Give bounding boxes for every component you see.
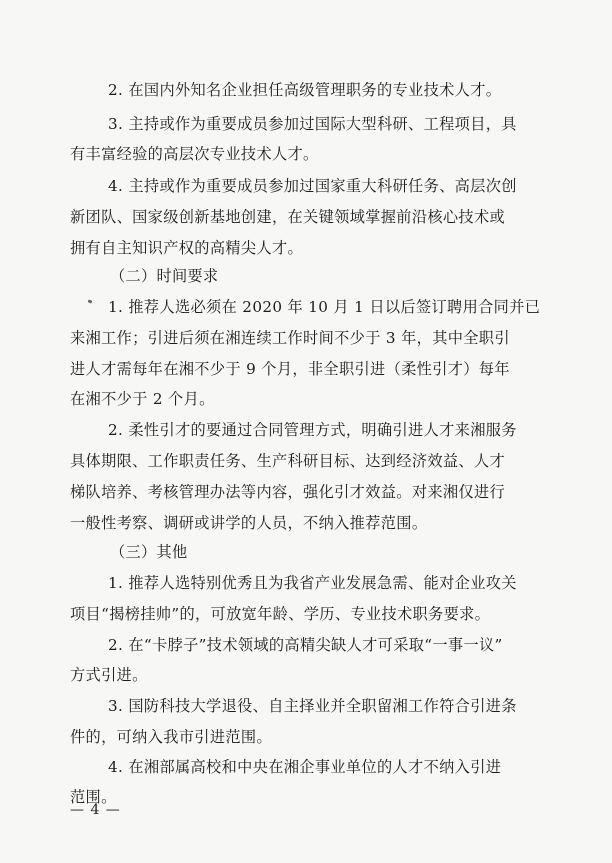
section-heading: （三）其他: [110, 543, 188, 561]
paragraph-line: 有丰富经验的高层次专业技术人才。: [70, 145, 319, 163]
section-heading: （二）时间要求: [110, 267, 219, 285]
paragraph-line: 新团队、国家级创新基地创建，在关键领域掌握前沿核心技术或: [70, 208, 506, 226]
stray-mark: [88, 299, 93, 303]
paragraph-line: 件的，可纳入我市引进范围。: [70, 728, 272, 746]
paragraph-line: 项目“揭榜挂帅”的，可放宽年龄、学历、专业技术职务要求。: [70, 605, 491, 623]
paragraph-line: 3. 主持或作为重要成员参加过国际大型科研、工程项目，具: [108, 115, 517, 133]
paragraph-line: 一般性考察、调研或讲学的人员，不纳入推荐范围。: [70, 514, 428, 532]
paragraph-line: 拥有自主知识产权的高精尖人才。: [70, 239, 304, 257]
paragraph-line: 1. 推荐人选特别优秀且为我省产业发展急需、能对企业攻关: [108, 574, 517, 592]
paragraph-line: 3. 国防科技大学退役、自主择业并全职留湘工作符合引进条: [108, 697, 517, 715]
paragraph-line: 4. 主持或作为重要成员参加过国家重大科研任务、高层次创: [108, 177, 517, 195]
paragraph-line: 2. 在国内外知名企业担任高级管理职务的专业技术人才。: [108, 81, 502, 99]
paragraph-line: 1. 推荐人选必须在 2020 年 10 月 1 日以后签订聘用合同并已: [108, 298, 541, 316]
paragraph-line: 4. 在湘部属高校和中央在湘企事业单位的人才不纳入引进: [108, 758, 502, 776]
paragraph-line: 方式引进。: [70, 666, 148, 684]
paragraph-line: 具体期限、工作职责任务、生产科研目标、达到经济效益、人才: [70, 452, 506, 470]
page-number: — 4 —: [70, 802, 121, 818]
paragraph-line: 梯队培养、考核管理办法等内容，强化引才效益。对来湘仅进行: [70, 483, 506, 501]
paragraph-line: 范围。: [70, 788, 117, 806]
paragraph-line: 进人才需每年在湘不少于 9 个月，非全职引进（柔性引才）每年: [70, 360, 510, 378]
paragraph-line: 在湘不少于 2 个月。: [70, 390, 215, 408]
paragraph-line: 2. 在“卡脖子”技术领域的高精尖缺人才可采取“一事一议”: [108, 636, 503, 654]
paragraph-line: 来湘工作；引进后须在湘连续工作时间不少于 3 年，其中全职引: [70, 329, 510, 347]
paragraph-line: 2. 柔性引才的要通过合同管理方式，明确引进人才来湘服务: [108, 421, 517, 439]
